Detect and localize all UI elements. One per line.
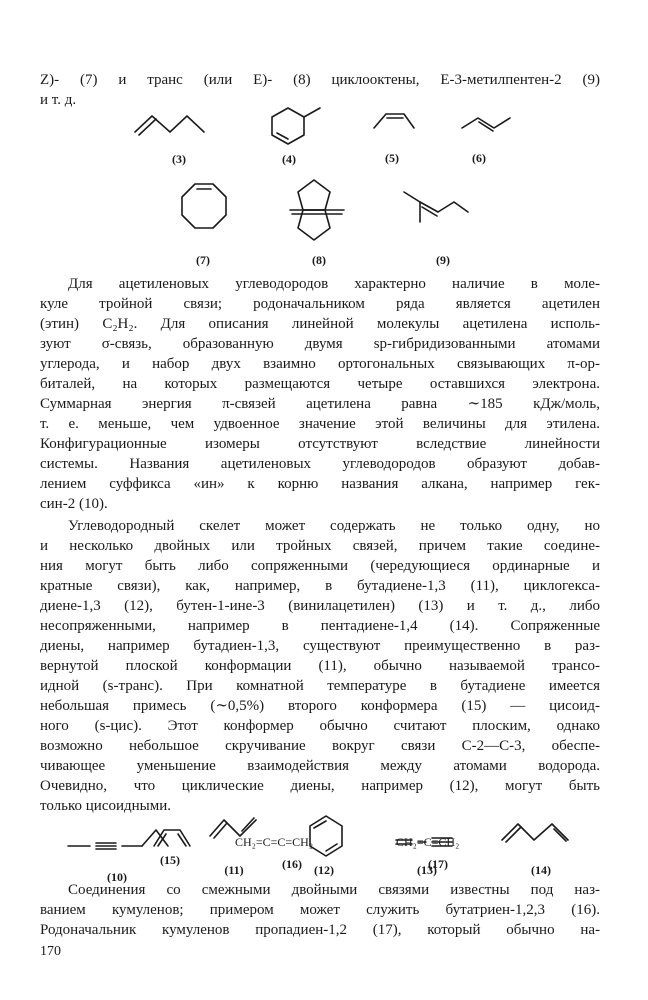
structure-4 <box>262 104 332 150</box>
p2-line-14: Очевидно, что циклические диены, например (12), могут быть <box>40 778 600 794</box>
p2-line-10: небольшая примесь (∼0,5%) второго конформера (15) — цисоид- <box>40 698 600 714</box>
formula-16: CH₂=C=C=CH₂ <box>235 835 314 849</box>
label-10: (10) <box>107 870 127 884</box>
p3-line-3: Родоначальник кумуленов пропадиен-1,2 (17), который обычно на- <box>40 922 600 938</box>
structure-5 <box>370 108 420 134</box>
p2-line-1: Углеводородный скелет может содержать не только одну, но <box>68 518 600 534</box>
p2-line-6: несопряженными, например в пентадиене-1,4 (14). Сопряженные <box>40 618 600 634</box>
label-16: (16) <box>282 857 302 871</box>
intro-line-1: Z)- (7) и транс (или E)- (8) циклооктены, E-3-метилпентен-2 (9) <box>40 72 600 88</box>
p2-line-15: только цисоидными. <box>40 798 172 814</box>
p2-line-8: вернутой плоской конформации (11), обычно называемой трансо- <box>40 658 600 674</box>
label-13: (13) <box>417 863 437 877</box>
label-4: (4) <box>282 152 296 166</box>
structure-3 <box>130 108 210 140</box>
p1-line-9: Конфигурационные изомеры отсутствуют вследствие линейности <box>40 436 600 452</box>
label-5: (5) <box>385 151 399 165</box>
p2-line-5: диене-1,3 (12), бутен-1-ине-3 (винилацетилен) (13) и т. д., либо <box>40 598 600 614</box>
p2-line-9: идной (s-транс). При комнатной температуре в бутадиене имеется <box>40 678 600 694</box>
p2-line-11: ного (s-цис). Этот конформер обычно считают плоским, однако <box>40 718 600 734</box>
p1-line-12: син-2 (10). <box>40 496 108 512</box>
label-8: (8) <box>312 253 326 267</box>
page-number: 170 <box>40 944 61 959</box>
p1-line-8: т. е. меньше, чем удвоенное значение этой величины для этилена. <box>40 416 600 432</box>
p1-line-3: (этин) C₂H₂. Для описания линейной молекулы ацетилена исполь- <box>40 316 600 332</box>
label-17: (17) <box>428 857 448 871</box>
p3-line-2: ванием кумуленов; примером может служить бутатриен-1,2,3 (16). <box>40 902 600 918</box>
p1-line-1: Для ацетиленовых углеводородов характерно наличие в моле- <box>68 276 600 292</box>
p2-line-2: и несколько двойных или тройных связей, причем такие соедине- <box>40 538 600 554</box>
label-3: (3) <box>172 152 186 166</box>
label-6: (6) <box>472 151 486 165</box>
p3-line-1: Соединения со смежными двойными связями известны под наз- <box>68 882 600 898</box>
intro-line-2: и т. д. <box>40 92 77 108</box>
label-12: (12) <box>314 863 334 877</box>
p1-line-11: лением суффикса «ин» к корню названия алкана, например гек- <box>40 476 600 492</box>
structure-14 <box>498 816 574 846</box>
structure-6 <box>458 108 514 136</box>
p1-line-6: биталей, на которых размещаются четыре оставшихся электрона. <box>40 376 600 392</box>
structure-9 <box>398 186 472 236</box>
label-15: (15) <box>160 853 180 867</box>
p1-line-10: системы. Названия ацетиленовых углеводородов образуют добав- <box>40 456 600 472</box>
label-9: (9) <box>436 253 450 267</box>
p2-line-7: диены, например бутадиен-1,3, существуют преимущественно в раз- <box>40 638 600 654</box>
structure-7 <box>172 180 236 244</box>
label-11: (11) <box>224 863 244 877</box>
p2-line-13: чивающее уменьшение взаимодействия между атомами водорода. <box>40 758 600 774</box>
formula-17: CH₂=C=CH₂ <box>396 835 460 849</box>
structure-8 <box>284 174 354 248</box>
p2-line-3: ния могут быть либо сопряженными (чередующиеся ординарные и <box>40 558 600 574</box>
p1-line-5: углерода, и набор двух взаимно ортогональных связывающих π-ор- <box>40 356 600 372</box>
p2-line-12: возможно небольшое скручивание вокруг связи C-2—C-3, обеспе- <box>40 738 600 754</box>
p1-line-4: зуют σ-связь, образованную двумя sp-гибридизованными атомами <box>40 336 600 352</box>
label-7: (7) <box>196 253 210 267</box>
p1-line-2: куле тройной связи; родоначальником ряда является ацетилен <box>40 296 600 312</box>
p1-line-7: Суммарная энергия π-связей ацетилена равна ∼185 кДж/моль, <box>40 396 600 412</box>
structure-15 <box>148 824 196 852</box>
label-14: (14) <box>531 863 551 877</box>
p2-line-4: кратные связи), как, например, в бутадиене-1,3 (11), циклогекса- <box>40 578 600 594</box>
